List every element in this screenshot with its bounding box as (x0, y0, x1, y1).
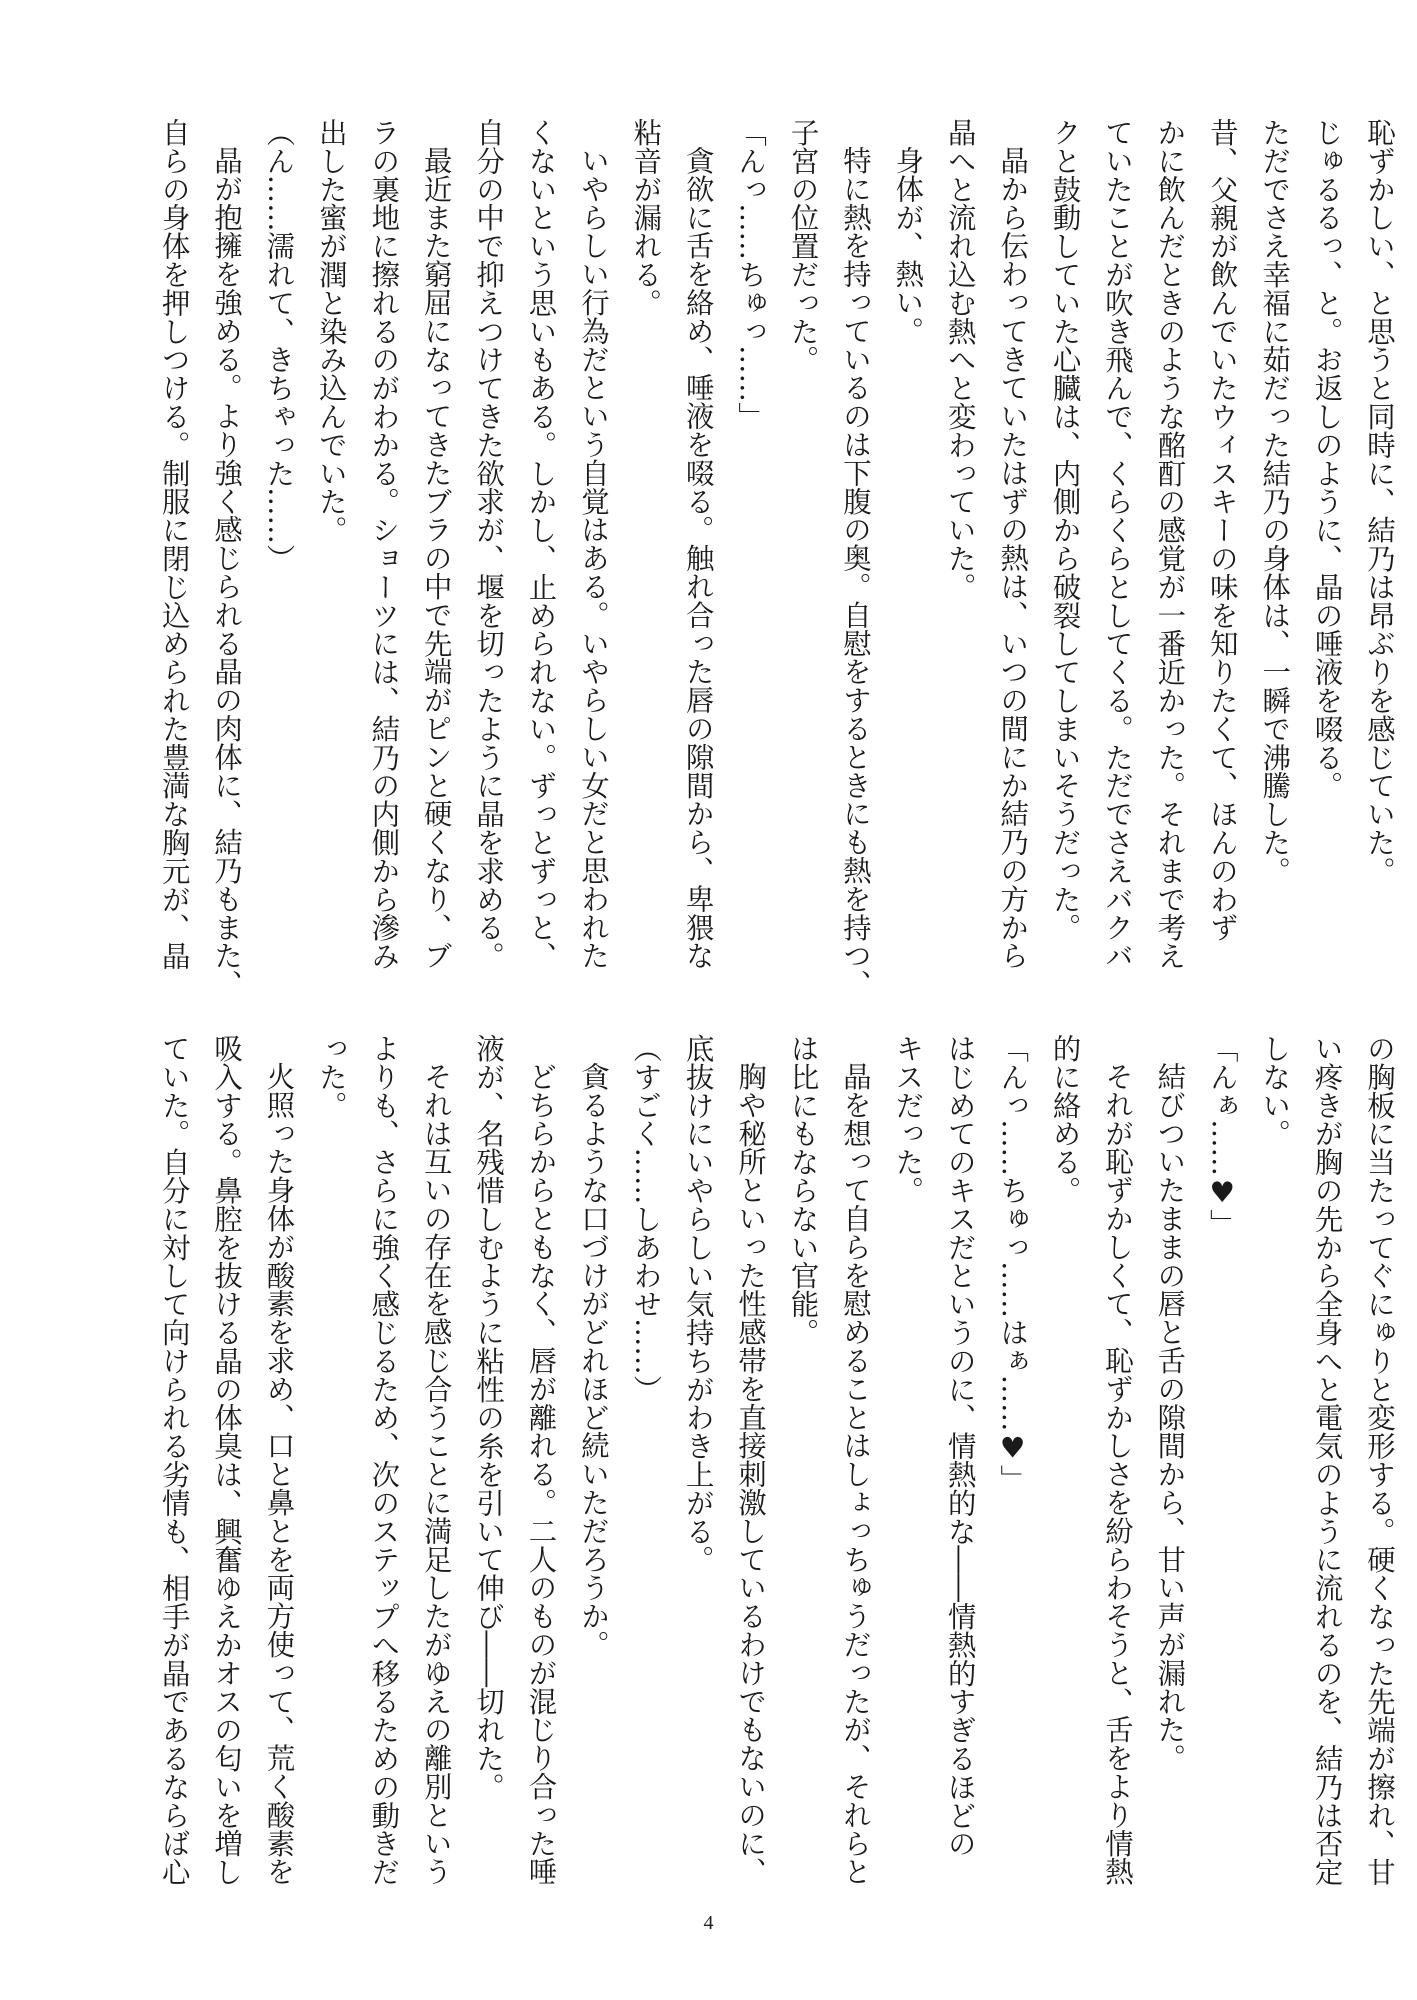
text-line: は比にもならない官能。 (786, 1034, 820, 1347)
page-number: 4 (703, 1912, 714, 1934)
text-line: 火照った身体が酸素を求め、口と鼻とを両方使って、荒く酸素を (262, 1062, 296, 1886)
text-line: キスだった。 (891, 1034, 925, 1205)
text-line: ただでさえ幸福に茹だった結乃の身体は、一瞬で沸騰した。 (1258, 118, 1292, 885)
text-line: 昔、父親が飲んでいたウィスキーの味を知りたくて、ほんのわず (1205, 118, 1239, 942)
text-line: クと鼓動していた心臓は、内側から破裂してしまいそうだった。 (1048, 118, 1082, 942)
text-line: 特に熱を持っているのは下腹の奥。自慰をするときにも熱を持つ、 (838, 146, 872, 999)
text-line: 「んぁ……♥」 (1205, 1034, 1239, 1238)
text-line: （すごく……しあわせ……） (629, 1034, 663, 1404)
text-line: 粘音が漏れる。 (629, 118, 663, 317)
text-line: 晶から伝わってきていたはずの熱は、いつの間にか結乃の方から (996, 146, 1030, 970)
text-line: 「んっ……ちゅっ……はぁ……♥」 (996, 1034, 1030, 1493)
text-line: ていたことが吹き飛んで、くらくらとしてくる。ただでさえバクバ (1100, 118, 1134, 970)
text-line: 「んっ……ちゅっ……」 (734, 118, 768, 431)
text-line: 出した蜜が潤と染み込んでいた。 (314, 118, 348, 544)
text-line: 結びついたままの唇と舌の隙間から、甘い声が漏れた。 (1153, 1062, 1187, 1773)
text-line: それは互いの存在を感じ合うことに満足したがゆえの離別という (419, 1062, 453, 1886)
text-line: った。 (314, 1034, 348, 1120)
text-line: の胸板に当たってぐにゅりと変形する。硬くなった先端が擦れ、甘 (1363, 1034, 1396, 1886)
text-line: 晶を想って自らを慰めることはしょっちゅうだったが、それらと (838, 1062, 872, 1886)
text-line: 的に絡める。 (1048, 1034, 1082, 1205)
text-block-bottom (150, 1034, 1405, 1904)
text-line: 液が、名残惜しむように粘性の糸を引いて伸び――切れた。 (472, 1034, 506, 1801)
text-line: 底抜けにいやらしい気持ちがわき上がる。 (681, 1034, 715, 1574)
text-line: ていた。自分に対して向けられる劣情も、相手が晶であるならば心 (157, 1034, 191, 1886)
text-line: じゅるるっ、と。お返しのように、晶の唾液を啜る。 (1310, 118, 1344, 800)
text-line: ラの裏地に擦れるのがわかる。ショーツには、結乃の内側から滲み (367, 118, 401, 970)
text-line: それが恥ずかしくて、恥ずかしさを紛らわそうと、舌をより情熱 (1100, 1062, 1134, 1886)
text-block-top (150, 118, 1405, 999)
text-line: いやらしい行為だという自覚はある。いやらしい女だと思われた (576, 146, 610, 970)
text-line: はじめてのキスだというのに、情熱的な――情熱的すぎるほどの (943, 1034, 977, 1858)
text-line: かに飲んだときのような酩酊の感覚が一番近かった。それまで考え (1153, 118, 1187, 970)
text-line: い疼きが胸の先から全身へと電気のように流れるのを、結乃は否定 (1310, 1034, 1344, 1886)
text-line: 自らの身体を押しつける。制服に閉じ込められた豊満な胸元が、晶 (157, 118, 191, 970)
text-line: 子宮の位置だった。 (786, 118, 820, 374)
text-line: 晶へと流れ込む熱へと変わっていた。 (943, 118, 977, 601)
text-line: 貪るような口づけがどれほど続いただろうか。 (576, 1062, 610, 1659)
text-line: くないという思いもある。しかし、止められない。ずっとずっと、 (524, 118, 558, 970)
text-line: 自分の中で抑えつけてきた欲求が、堰を切ったように晶を求める。 (472, 118, 506, 970)
text-line: よりも、さらに強く感じるため、次のステップへ移るための動きだ (367, 1034, 401, 1886)
text-line: 胸や秘所といった性感帯を直接刺激しているわけでもないのに、 (734, 1062, 768, 1886)
text-line: 晶が抱擁を強める。より強く感じられる晶の肉体に、結乃もまた、 (210, 146, 244, 999)
text-line: 最近また窮屈になってきたブラの中で先端がピンと硬くなり、ブ (419, 146, 453, 970)
text-line: 貪欲に舌を絡め、唾液を啜る。触れ合った唇の隙間から、卑猥な (681, 146, 715, 970)
text-line: 身体が、熱い。 (891, 146, 925, 346)
text-line: どちらからともなく、唇が離れる。二人のものが混じり合った唾 (524, 1062, 558, 1886)
text-line: （ん……濡れて、きちゃった……） (262, 118, 296, 573)
text-line: 吸入する。鼻腔を抜ける晶の体臭は、興奮ゆえかオスの匂いを増し (210, 1034, 244, 1886)
text-line: 恥ずかしい、と思うと同時に、結乃は昂ぶりを感じていた。 (1363, 118, 1396, 885)
text-line: しない。 (1258, 1034, 1292, 1148)
